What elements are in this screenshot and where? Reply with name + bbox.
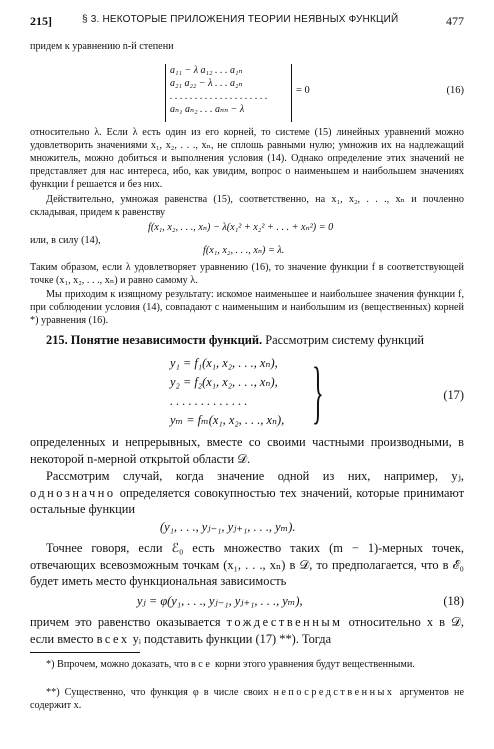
paragraph: Таким образом, если λ удовлетворяет уравнению (16), то значение функции f в соответствующей точке (x₁, x₂, . . ., xₙ) и равно самому λ.: [30, 262, 464, 287]
section-215: [30, 332, 464, 349]
equation: yⱼ = φ(y₁, . . ., yⱼ₋₁, yⱼ₊₁, . . ., yₘ),: [137, 594, 303, 608]
system-line: yₘ = fₘ(x₁, x₂, . . ., xₙ),: [170, 413, 285, 427]
equation: f(x₁, x₂, . . ., xₙ) = λ.: [203, 245, 285, 256]
equation: (y₁, . . ., yⱼ₋₁, yⱼ₊₁, . . ., yₘ).: [160, 520, 296, 534]
equation-number: (18): [443, 594, 464, 608]
emphasis: однозначно: [30, 485, 116, 500]
emphasis: тождественным: [226, 615, 343, 629]
emphasis: непосредственных: [273, 687, 395, 698]
section-title: 215. Понятие независимости функций.: [46, 333, 263, 347]
system-line: y₂ = f₂(x₁, x₂, . . ., xₙ),: [170, 375, 278, 389]
paragraph: определенных и непрерывных, вместе со своими частными производными, в некоторой n-мерной открытой области 𝒟.: [30, 435, 464, 466]
equation: f(x₁, x₂, . . ., xₙ) − λ(x₁² + x₂² + . . . + xₙ²) = 0: [148, 222, 334, 233]
paragraph: или, в силу (14),: [30, 235, 101, 246]
running-title: § 3. НЕКОТОРЫЕ ПРИЛОЖЕНИЯ ТЕОРИИ НЕЯВНЫХ ФУНКЦИЙ: [82, 14, 399, 25]
det-row: a₁₁ − λ a₁₂ . . . a₁ₙ: [170, 65, 243, 76]
equation-number: (16): [446, 85, 464, 96]
det-row: aₙ₁ aₙ₂ . . . aₙₙ − λ: [170, 104, 245, 115]
section-number: 215]: [30, 14, 52, 28]
section-text: Рассмотрим систему функций: [265, 333, 424, 347]
det-row: . . . . . . . . . . . . . . . . . . . .: [170, 91, 268, 102]
det-rhs: = 0: [296, 85, 310, 96]
function-system: [170, 354, 284, 430]
system-line: y₁ = f₁(x₁, x₂, . . ., xₙ),: [170, 356, 278, 370]
paragraph: относительно λ. Если λ есть один из его корней, то системе (15) линейных уравнений можно удовлетворить значениями x₁, x₂, . . ., xₙ, не сплошь равными нулю; умножив их на надлежащий множитель, можно добиться и выполнения условия (14). Однако определение этих значений не представляет для нас интереса, ибо, как увидим, вопрос о наименьшем и наибольшем значениях функции f решается и без них.: [30, 127, 464, 191]
det-row: a₂₁ a₂₂ − λ . . . a₂ₙ: [170, 78, 243, 89]
footnote-rule: [30, 652, 140, 653]
paragraph: Точнее говоря, если ℰ₀ есть множество таких (m − 1)-мерных точек, отвечающих всевозможным точкам (x₁, . . ., xₙ) в 𝒟, то предполагается, что в ℰ₀ будет иметь место функциональная зависимость: [30, 541, 464, 588]
emphasis: всех: [96, 631, 130, 646]
page-number: 477: [446, 14, 464, 28]
equation-number: (17): [443, 388, 464, 402]
footnote: **) Существенно, что функция φ в числе своих непосредственных аргументов не содержит x.: [30, 687, 465, 712]
determinant: [165, 64, 292, 122]
paragraph: Действительно, умножая равенства (15), соответственно, на x₁, x₂, . . ., xₙ и почленно складывая, придем к равенству: [30, 194, 464, 219]
system-line: . . . . . . . . . . . . .: [170, 394, 248, 408]
paragraph: Мы приходим к изящному результату: искомое наименьшее и наибольшее значения функции f, при соблюдении условия (14), совпадают с наименьшим и наибольшим из (вещественных) корней *) уравнения (16).: [30, 289, 464, 327]
paragraph: Рассмотрим случай, когда значение одной из них, например, yⱼ, однозначно определяется совокупностью тех значений, которые принимают остальные функции: [30, 469, 464, 516]
footnote: *) Впрочем, можно доказать, что все корни этого уравнения будут вещественными.: [46, 659, 415, 670]
emphasis: все: [190, 659, 213, 670]
intro-text: придем к уравнению n-й степени: [30, 41, 174, 52]
right-brace: }: [312, 354, 324, 431]
page-header: [30, 14, 464, 30]
paragraph: причем это равенство оказывается тождественным относительно x в 𝒟, если вместо всех yᵢ подставить функции (17) **). Тогда: [30, 615, 464, 646]
